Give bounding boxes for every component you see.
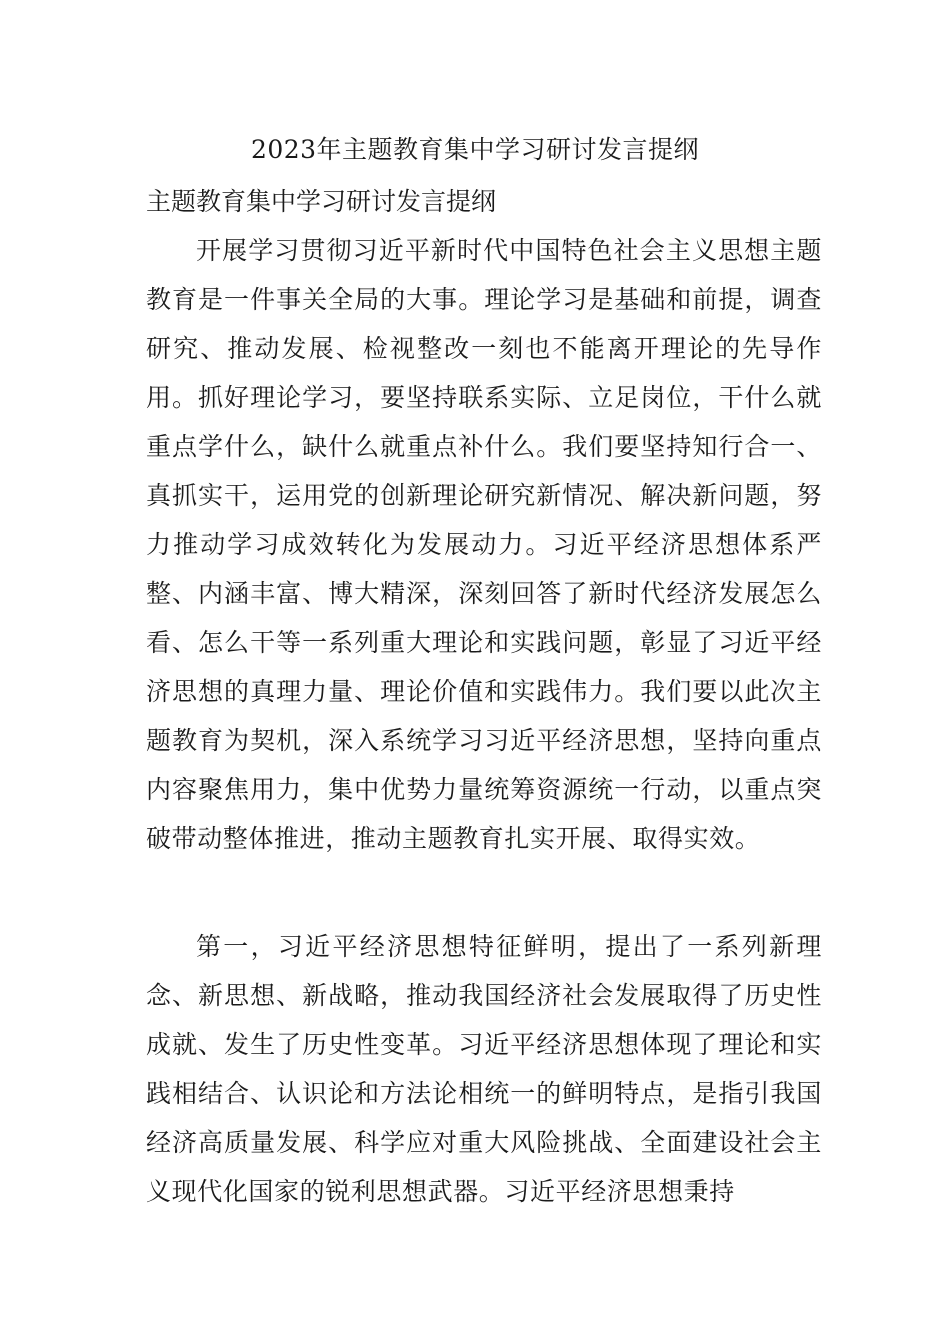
body-paragraph-2: 第一，习近平经济思想特征鲜明，提出了一系列新理念、新思想、新战略，推动我国经济社会发展取得了历史性成就、发生了历史性变革。习近平经济思想体现了理论和实践相结合、认识论和方法论相统一的鲜明特点，是指引我国经济高质量发展、科学应对重大风险挑战、全面建设社会主义现代化国家的锐利思想武器。习近平经济思想秉持 xyxy=(146,932,822,1206)
document-subtitle: 主题教育集中学习研讨发言提纲 xyxy=(146,187,497,216)
document-title: 2023年主题教育集中学习研讨发言提纲 xyxy=(250,135,700,164)
body-paragraph-1: 开展学习贯彻习近平新时代中国特色社会主义思想主题教育是一件事关全局的大事。理论学习是基础和前提，调查研究、推动发展、检视整改一刻也不能离开理论的先导作用。抓好理论学习，要坚持联系实际、立足岗位，干什么就重点学什么，缺什么就重点补什么。我们要坚持知行合一、真抓实干，运用党的创新理论研究新情况、解决新问题，努力推动学习成效转化为发展动力。习近平经济思想体系严整、内涵丰富、博大精深，深刻回答了新时代经济发展怎么看、怎么干等一系列重大理论和实践问题，彰显了习近平经济思想的真理力量、理论价值和实践伟力。我们要以此次主题教育为契机，深入系统学习习近平经济思想，坚持向重点内容聚焦用力，集中优势力量统筹资源统一行动，以重点突破带动整体推进，推动主题教育扎实开展、取得实效。 xyxy=(146,236,822,853)
